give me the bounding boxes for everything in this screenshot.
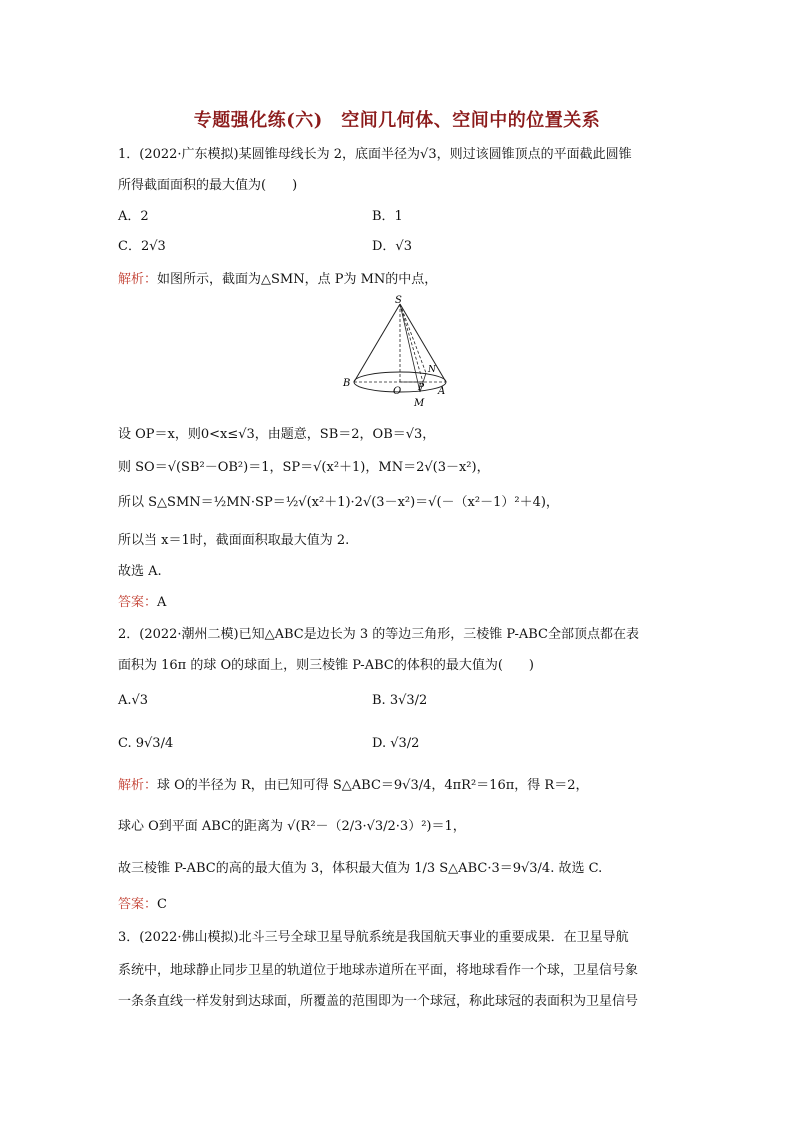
q2-option-a: A.√3 [118,693,149,708]
label-n: N [428,365,436,375]
q2-stem-line1: 2．(2022·潮州二模)已知△ABC是边长为 3 的等边三角形，三棱锥 P-ABC全部顶点都在表 [118,627,639,642]
q2-answer-label: 答案： [118,897,158,912]
label-s: S [395,295,402,306]
q1-answer: A [157,595,167,610]
q1-stem-line2: 所得截面面积的最大值为( ) [118,178,298,193]
q1-answer-label: 答案： [118,595,158,610]
cone-edge-left [354,304,400,382]
q2-stem-line2: 面积为 16π 的球 O的球面上，则三棱锥 P-ABC的体积的最大值为( ) [118,658,534,673]
q2-analysis-label: 解析： [118,778,158,793]
q1-analysis-line-e: 故选 A. [118,564,162,579]
q1-option-c: C．2√3 [118,239,166,254]
cone-figure [340,294,450,414]
label-a: A [438,386,446,397]
label-p: P [418,383,425,393]
q3-line3: 一条条直线一样发射到达球面，所覆盖的范围即为一个球冠，称此球冠的表面积为卫星信号 [118,994,639,1009]
label-o: O [393,386,402,397]
q2-analysis-text: 球 O的半径为 R，由已知可得 S△ABC＝9√3/4，4πR²＝16π，得 R＝2， [157,778,589,793]
q1-stem-line1: 1．(2022·广东模拟)某圆锥母线长为 2，底面半径为√3，则过该圆锥顶点的平面截此圆锥 [118,147,632,162]
q1-analysis-line-c: 所以 S△SMN＝½MN·SP＝½√(x²＋1)·2√(3－x²)＝√(－（x²－1）²＋4)， [118,495,559,510]
q2-option-c: C. 9√3/4 [118,736,174,751]
q1-option-d: D．√3 [372,239,412,254]
cone-edge-right [400,304,446,382]
q1-analysis-text: 如图所示，截面为△SMN，点 P为 MN的中点， [157,272,438,287]
label-b: B [343,378,351,389]
q1-option-b: B．1 [372,209,403,224]
q2-answer: C [157,897,167,912]
q1-answer-line [118,594,166,612]
q1-analysis-line-b: 则 SO＝√(SB²－OB²)＝1，SP＝√(x²＋1)，MN＝2√(3－x²)， [118,460,490,475]
page-title: 专题强化练(六) 空间几何体、空间中的位置关系 [193,110,601,131]
q1-option-a: A．2 [118,209,149,224]
q3-line2: 系统中，地球静止同步卫星的轨道位于地球赤道所在平面，将地球看作一个球，卫星信号象 [118,963,639,978]
q1-analysis-line [118,271,437,289]
label-m: M [414,398,425,409]
q3-line1: 3．(2022·佛山模拟)北斗三号全球卫星导航系统是我国航天事业的重要成果．在卫星导航 [118,930,629,945]
q2-analysis-line [118,777,588,795]
cone-line-sp [400,304,423,382]
q2-option-d: D. √3/2 [372,736,420,751]
q2-analysis-line-b: 球心 O到平面 ABC的距离为 √(R²－（2/3·√3/2·3）²)＝1， [118,819,466,834]
q2-answer-line [118,896,167,914]
q1-analysis-label: 解析： [118,272,158,287]
q2-analysis-line-c: 故三棱锥 P-ABC的高的最大值为 3，体积最大值为 1/3 S△ABC·3＝9√3/4. 故选 C. [118,861,603,876]
q1-analysis-line-d: 所以当 x＝1时，截面面积取最大值为 2. [118,533,350,548]
q1-analysis-line-a: 设 OP＝x，则0<x≤√3，由题意，SB＝2，OB＝√3， [118,427,436,442]
q2-option-b: B. 3√3/2 [372,693,428,708]
